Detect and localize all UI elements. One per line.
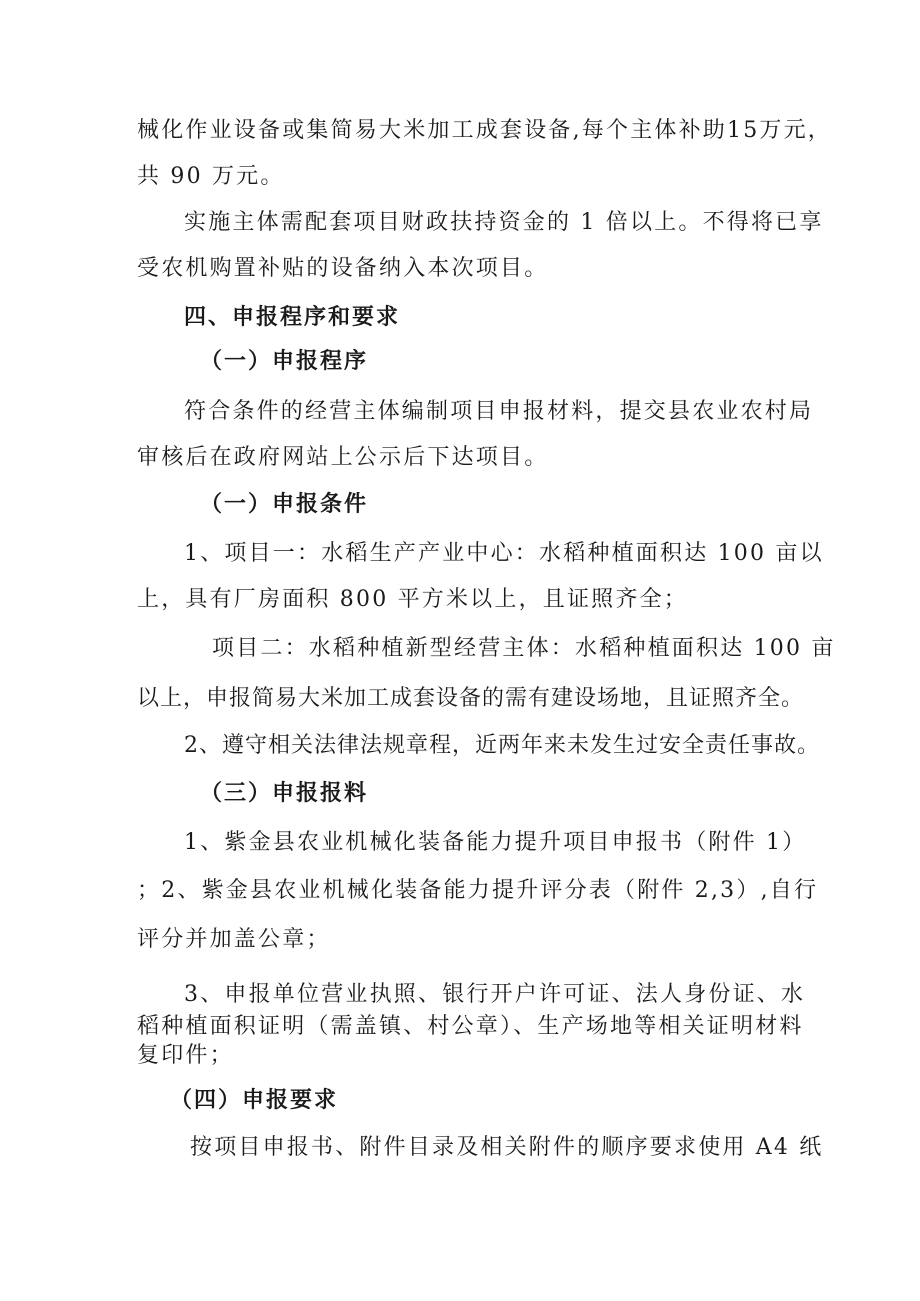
- body-text-line: 3、申报单位营业执照、银行开户许可证、法人身份证、水: [184, 982, 806, 1007]
- body-text-line: 共 90 万元。: [137, 164, 285, 189]
- body-text-line: 项目二：水稻种植新型经营主体：水稻种植面积达 100 亩: [212, 636, 836, 661]
- body-text-line: 评分并加盖公章；: [137, 927, 331, 952]
- body-text-line: 以上，申报简易大米加工成套设备的需有建设场地，且证照齐全。: [137, 686, 805, 711]
- body-text-line: ；2、紫金县农业机械化装备能力提升评分表（附件 2,3）,自行: [137, 878, 819, 903]
- body-text-line: 稻种植面积证明（需盖镇、村公章）、生产场地等相关证明材料: [137, 1014, 804, 1039]
- subsection-heading: （一）申报程序: [200, 349, 369, 374]
- body-text-line: 按项目申报书、附件目录及相关附件的顺序要求使用 A4 纸: [190, 1135, 824, 1160]
- body-text-line: 2、遵守相关法律法规章程，近两年来未发生过安全责任事故。: [184, 733, 820, 758]
- body-text-line: 械化作业设备或集简易大米加工成套设备,每个主体补助15万元，: [137, 118, 832, 143]
- body-text-line: 实施主体需配套项目财政扶持资金的 1 倍以上。不得将已享: [184, 210, 824, 235]
- subsection-heading: （三）申报报料: [200, 781, 369, 806]
- body-text-line: 审核后在政府网站上公示后下达项目。: [137, 445, 549, 470]
- section-heading: 四、申报程序和要求: [184, 305, 401, 330]
- body-text-line: 1、紫金县农业机械化装备能力提升项目申报书（附件 1）: [184, 830, 807, 855]
- body-text-line: 符合条件的经营主体编制项目申报材料，提交县农业农村局: [184, 399, 814, 424]
- body-text-line: 上，具有厂房面积 800 平方米以上，且证照齐全；: [137, 587, 688, 612]
- body-text-line: 受农机购置补贴的设备纳入本次项目。: [137, 256, 549, 281]
- subsection-heading: （一）申报条件: [200, 492, 369, 517]
- subsection-heading: （四）申报要求: [170, 1088, 339, 1113]
- body-text-line: 1、项目一：水稻生产产业中心：水稻种植面积达 100 亩以: [184, 541, 824, 566]
- body-text-line: 复印件；: [137, 1043, 234, 1068]
